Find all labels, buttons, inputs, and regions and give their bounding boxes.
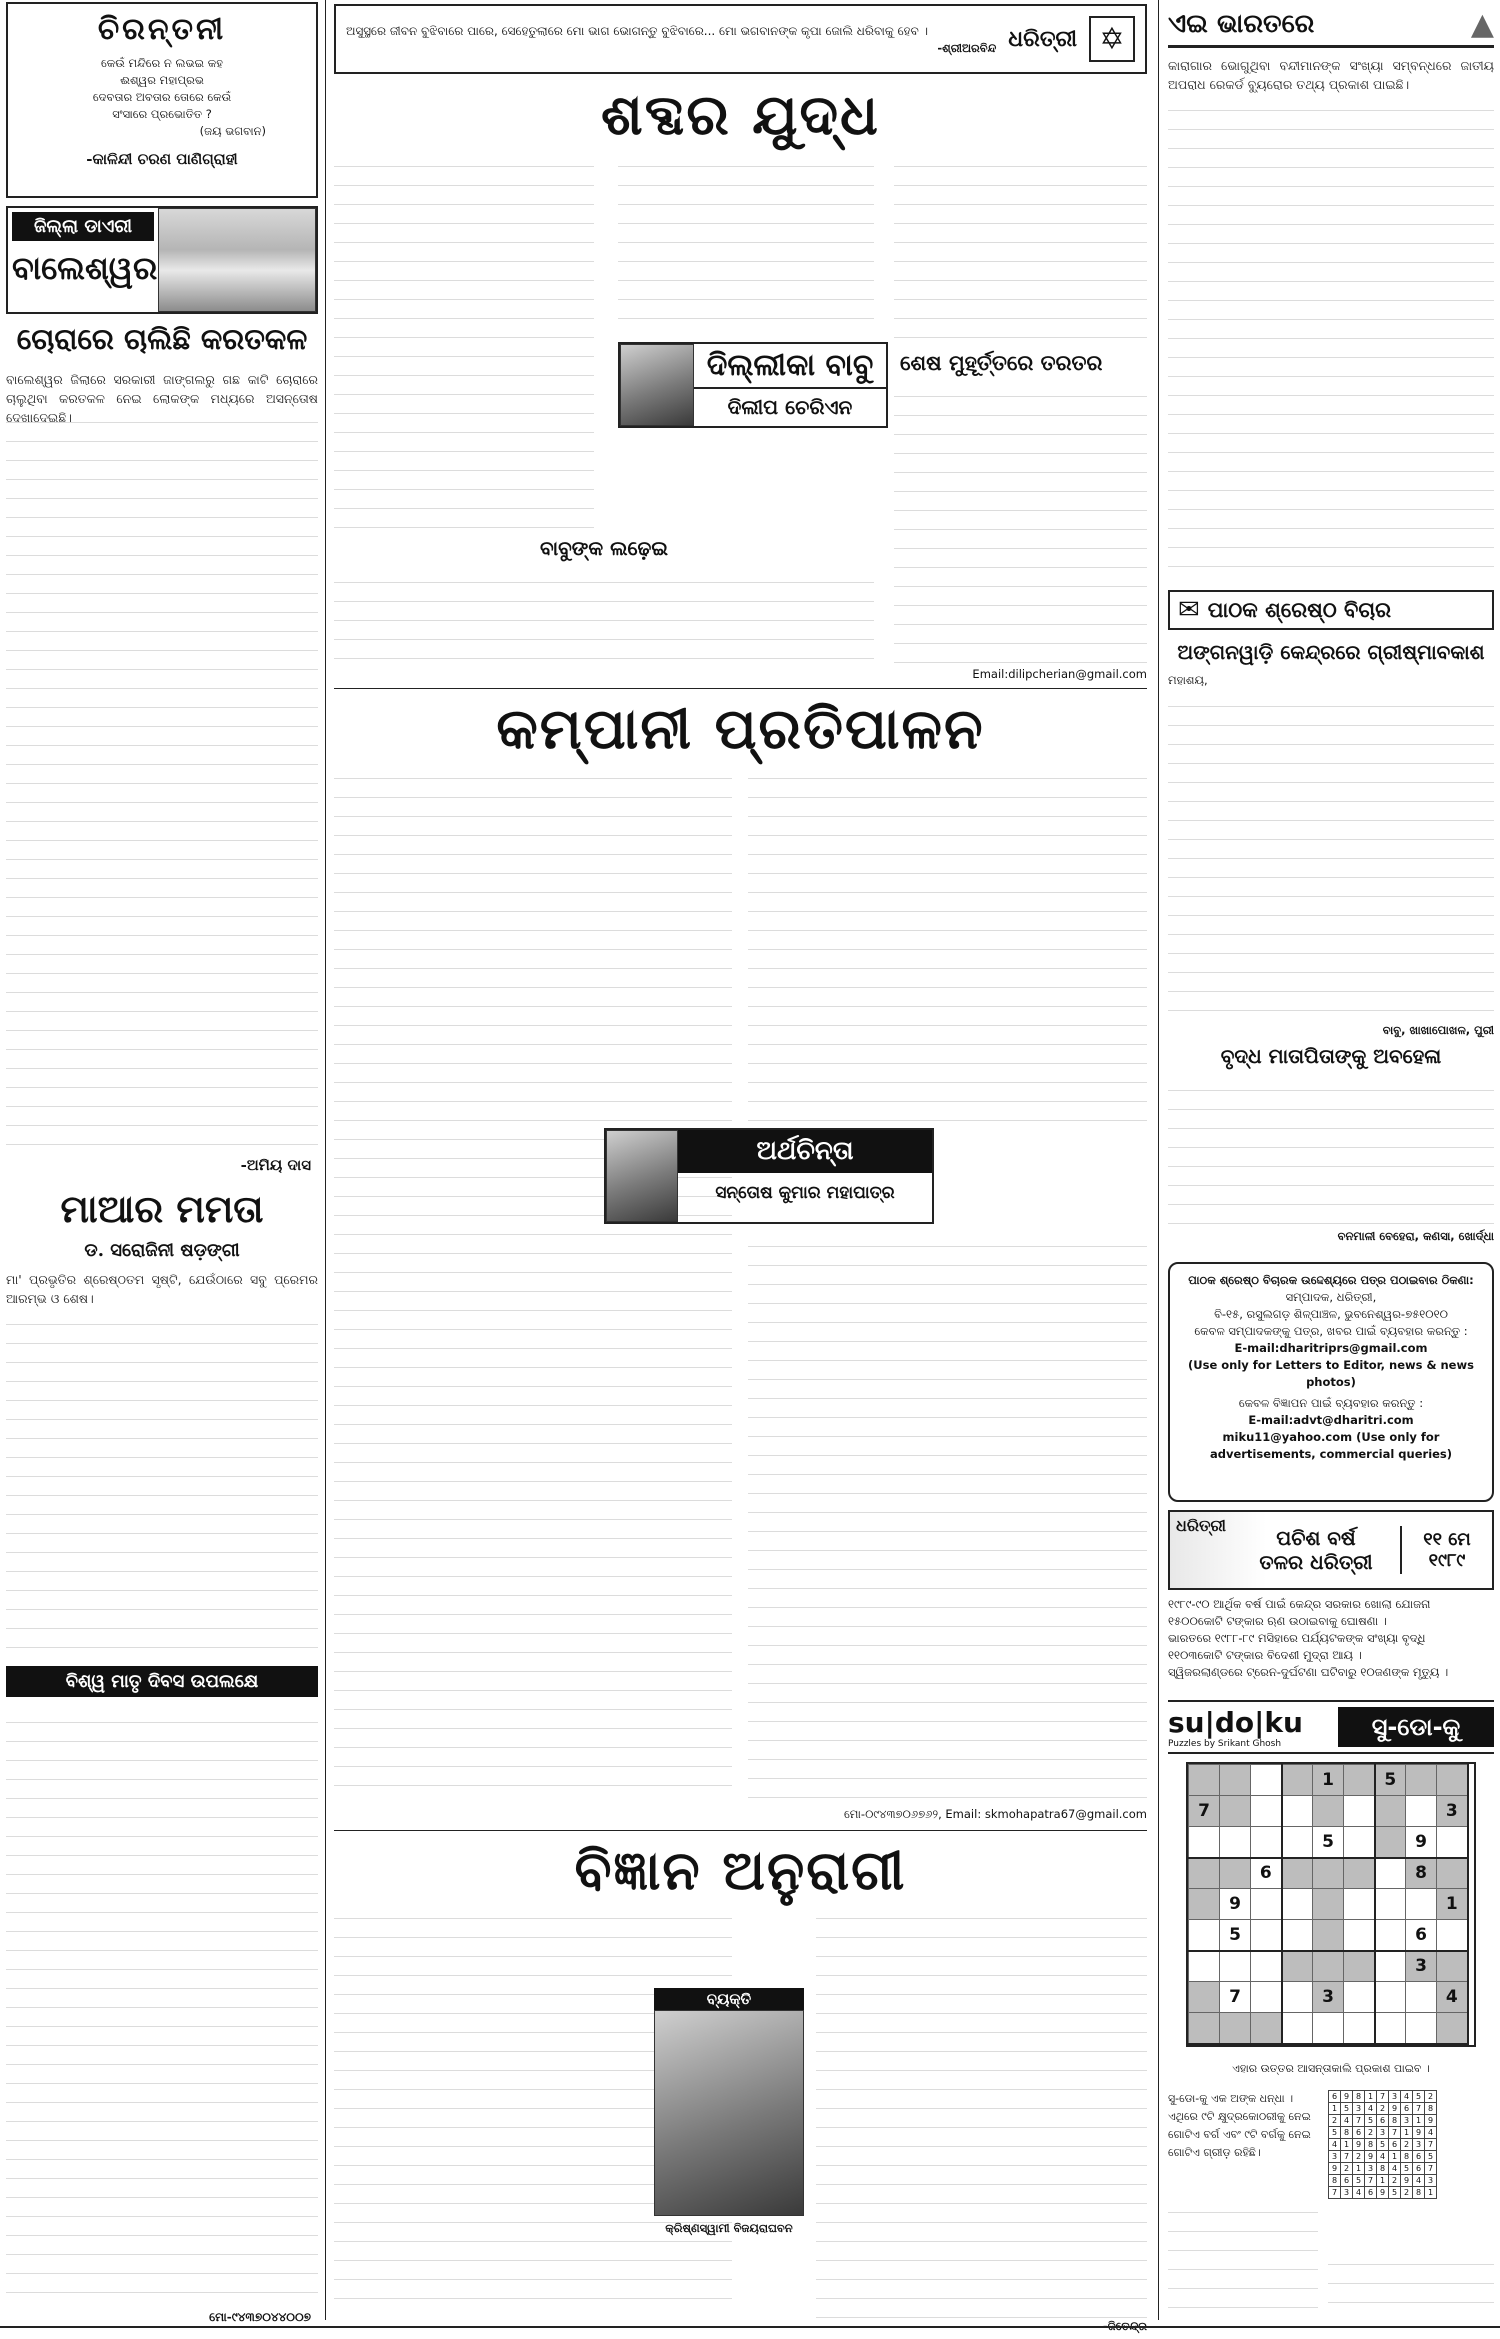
history-title: ପଚିଶ ବର୍ଷ (1276, 1526, 1356, 1550)
sudoku-cell[interactable] (1220, 1796, 1251, 1827)
solution-cell: 4 (1401, 2091, 1413, 2103)
sudoku-rules-body (1328, 2250, 1494, 2320)
history-list (1168, 1596, 1494, 1681)
sudoku-cell[interactable]: 5 (1220, 1920, 1251, 1951)
sudoku-cell[interactable] (1344, 1827, 1375, 1858)
contact-email[interactable]: E-mail:dharitriprs@gmail.com (1234, 1341, 1428, 1355)
sudoku-cell[interactable] (1375, 1858, 1406, 1889)
solution-cell: 5 (1341, 2103, 1353, 2115)
poem-line: କେଉଁ ମନ୍ଦିରେ ନ ଲଭଇ କହ (101, 56, 223, 70)
solution-cell: 9 (1425, 2115, 1437, 2127)
diary-district: ବାଲେଶ୍ୱର (12, 249, 158, 287)
solution-cell: 2 (1341, 2163, 1353, 2175)
sudoku-row (1189, 1796, 1468, 1827)
article-body (334, 568, 874, 668)
sudoku-cell[interactable]: 3 (1406, 1951, 1437, 1982)
solution-row (1329, 2151, 1437, 2163)
sudoku-cell[interactable] (1375, 1827, 1406, 1858)
article-body (748, 1232, 1147, 1802)
solution-cell: 7 (1425, 2139, 1437, 2151)
sudoku-cell[interactable]: 9 (1406, 1827, 1437, 1858)
sudoku-cell[interactable]: 5 (1313, 1827, 1344, 1858)
sudoku-cell[interactable] (1251, 1827, 1282, 1858)
letter-signature: ବାବୁ, ଖାଖାପୋଖଳ, ପୁରୀ (1382, 1023, 1494, 1037)
sudoku-cell[interactable] (1344, 1920, 1375, 1951)
sudoku-cell[interactable]: 1 (1437, 1889, 1468, 1920)
solution-cell: 7 (1413, 2103, 1425, 2115)
sudoku-cell[interactable] (1189, 1951, 1220, 1982)
solution-cell: 8 (1365, 2139, 1377, 2151)
solution-cell: 3 (1365, 2163, 1377, 2175)
solution-cell: 8 (1341, 2127, 1353, 2139)
sudoku-cell[interactable]: 1 (1313, 1765, 1344, 1796)
section-divider (334, 1830, 1147, 1831)
mothers-day-banner: ବିଶ୍ୱ ମାତୃ ଦିବସ ଉପଲକ୍ଷେ (6, 1666, 318, 1697)
solution-cell: 5 (1425, 2151, 1437, 2163)
solution-cell: 4 (1377, 2151, 1389, 2163)
solution-cell: 3 (1377, 2127, 1389, 2139)
article-body (816, 1904, 1147, 2324)
contact-box (1168, 1262, 1494, 1502)
solution-cell: 6 (1377, 2115, 1389, 2127)
profile-photo (654, 2010, 804, 2216)
solution-cell: 3 (1329, 2151, 1341, 2163)
chirantani-box (6, 2, 318, 198)
solution-cell: 3 (1389, 2091, 1401, 2103)
sudoku-cell[interactable] (1189, 1920, 1220, 1951)
solution-row (1329, 2187, 1437, 2199)
article-lead: କାରାଗାର ଭୋଗୁଥିବା ବନ୍ଦୀମାନଙ୍କ ସଂଖ୍ୟା ସମ୍ବନ୍ଧରେ ଜାତୀୟ ଅପରାଧ ରେକର୍ଡ ବ୍ୟୁରୋର ତଥ୍ୟ ପ୍ରକାଶ ପାଇଛି। (1168, 58, 1494, 92)
solution-cell: 1 (1401, 2127, 1413, 2139)
solution-cell: 8 (1329, 2175, 1341, 2187)
sudoku-cell[interactable] (1344, 1889, 1375, 1920)
chirantani-author: -କାଳିନ୍ଦୀ ଚରଣ ପାଣିଗ୍ରାହୀ (86, 150, 238, 168)
article-contact: ମୋ-୯୪୩୭୦୪୪୦୦୭ (209, 2310, 311, 2324)
author-email: Email:dilipcherian@gmail.com (972, 667, 1147, 681)
sudoku-cell[interactable] (1437, 1765, 1468, 1796)
history-brand: ଧରିତ୍ରୀ (1176, 1516, 1226, 1535)
solution-cell: 5 (1377, 2139, 1389, 2151)
sudoku-cell[interactable] (1313, 2013, 1344, 2044)
sudoku-answer-note: ଏହାର ଉତ୍ତର ଆସନ୍ତାକାଲି ପ୍ରକାଶ ପାଇବ । (1232, 2062, 1430, 2075)
solution-cell: 8 (1413, 2187, 1425, 2199)
district-diary (6, 206, 318, 314)
history-date: ୧୯୮୯ (1428, 1550, 1466, 1571)
contact-email[interactable]: miku11@yahoo.com (Use only for (1222, 1430, 1440, 1444)
solution-cell: 2 (1401, 2139, 1413, 2151)
section-title: ପାଠକ ଶ୍ରେଷ୍ଠ ବିଚାର (1207, 597, 1391, 622)
contact-note: advertisements, commercial queries) (1209, 1447, 1453, 1461)
contact-line: ବି-୧୫, ରସୁଲଗଡ଼ ଶିଳ୍ପାଞ୍ଚଳ, ଭୁବନେଶ୍ୱର-୭୫୧୦୧୦ (1214, 1307, 1448, 1321)
sudoku-cell[interactable] (1406, 1982, 1437, 2013)
headline: ବିଜ୍ଞାନ ଅନୁରାଗୀ (574, 1838, 907, 1902)
sudoku-grid[interactable] (1188, 1764, 1469, 2045)
sudoku-cell[interactable]: 3 (1437, 1796, 1468, 1827)
sudoku-cell[interactable]: 7 (1220, 1982, 1251, 2013)
sudoku-cell[interactable] (1251, 1796, 1282, 1827)
contact-label: କେବଳ ବିଜ୍ଞାପନ ପାଇଁ ବ୍ୟବହାର କରନ୍ତୁ : (1238, 1396, 1424, 1410)
history-item: ୧୧୦୩କୋଟି ଟଙ୍କାର ବିଦେଶୀ ମୁଦ୍ରା ଆୟ । (1168, 1648, 1362, 1662)
solution-cell: 2 (1365, 2127, 1377, 2139)
subheading: ଶେଷ ମୁହୂର୍ତ୍ତରେ ତରତର (900, 350, 1103, 375)
history-item: ଭାରତରେ ୧୯୮୮-୮୯ ମସିହାରେ ପର୍ଯ୍ୟଟକଙ୍କ ସଂଖ୍ୟା ବୃଦ୍ଧି (1168, 1631, 1426, 1645)
solution-row (1329, 2115, 1437, 2127)
history-item: ୧୫୦୦କୋଟି ଟଙ୍କାର ଋଣ ଉଠାଇବାକୁ ଘୋଷଣା । (1168, 1614, 1387, 1628)
solution-cell: 1 (1365, 2091, 1377, 2103)
sudoku-cell[interactable] (1220, 2013, 1251, 2044)
sudoku-cell[interactable] (1189, 1827, 1220, 1858)
sudoku-cell[interactable] (1220, 1858, 1251, 1889)
section-divider (334, 688, 1147, 689)
solution-cell: 3 (1401, 2115, 1413, 2127)
history-item: ସ୍ୱିଜରଲାଣ୍ଡରେ ଟ୍ରେନ-ଦୁର୍ଘଟଣା ଘଟିବାରୁ ୧୦ଜଣଙ୍କ ମୃତ୍ୟୁ । (1168, 1665, 1449, 1679)
sudoku-cell[interactable]: 8 (1406, 1858, 1437, 1889)
sudoku-header (1168, 1700, 1494, 1754)
sudoku-cell[interactable] (1282, 1951, 1313, 1982)
sudoku-row (1189, 1765, 1468, 1796)
letter-body (1168, 692, 1494, 1022)
solution-cell: 6 (1353, 2127, 1365, 2139)
diary-label: ଜିଲ୍ଲା ଡାଏରୀ (12, 212, 154, 241)
column-badge (604, 1128, 934, 1224)
sudoku-cell[interactable] (1189, 1889, 1220, 1920)
sudoku-cell[interactable] (1220, 1765, 1251, 1796)
sudoku-cell[interactable] (1437, 1827, 1468, 1858)
contact-heading: ପାଠକ ଶ୍ରେଷ୍ଠ ବିଚାରକ ଉଦ୍ଦେଶ୍ୟରେ ପତ୍ର ପଠାଇବାର ଠିକଣା: (1188, 1273, 1474, 1287)
sudoku-title: ସୁ-ଡୋ-କୁ (1338, 1707, 1494, 1747)
column-divider (1158, 0, 1159, 2320)
solution-cell: 1 (1413, 2115, 1425, 2127)
headline: ଶବ୍ଦର ଯୁଦ୍ଧ (601, 82, 880, 148)
solution-cell: 2 (1401, 2187, 1413, 2199)
quote-text: ଅସୁସ୍ଥରେ ଜୀବନ ବୁଝିବାରେ ପାରେ, ସେହେତୁଲାରେ ମୋ ଭାଗ ଭୋଗନ୍ତୁ ବୁଝିବାରେ... ମୋ ଭଗବାନଙ୍କ କୃପା ଜୋଲି ଧରିବାକୁ ହେବ । (346, 23, 928, 38)
page-bottom-rule (0, 2326, 1500, 2328)
solution-cell: 2 (1353, 2151, 1365, 2163)
sudoku-row (1189, 2013, 1468, 2044)
history-title: ତଳର ଧରିତ୍ରୀ (1259, 1550, 1373, 1574)
solution-cell: 9 (1365, 2151, 1377, 2163)
sudoku-grid-wrap (1186, 1762, 1476, 2047)
sudoku-cell[interactable] (1344, 2013, 1375, 2044)
solution-cell: 8 (1389, 2115, 1401, 2127)
history-item: ୧୯୮୯-୯୦ ଆର୍ଥିକ ବର୍ଷ ପାଇଁ କେନ୍ଦ୍ର ସରକାର ଖୋଲା ଯୋଜନା (1168, 1597, 1431, 1611)
sudoku-cell[interactable] (1344, 1796, 1375, 1827)
poem-line: ଦେବତାର ଅବତାର ତୋରେ କେଉଁ (92, 90, 232, 104)
solution-row (1329, 2103, 1437, 2115)
article-body (334, 152, 594, 532)
sudoku-cell[interactable]: 4 (1437, 1982, 1468, 2013)
chirantani-title: ଚିରନ୍ତନୀ (97, 12, 227, 47)
star-emblem-icon: ✡ (1089, 16, 1135, 62)
sudoku-cell[interactable] (1251, 1951, 1282, 1982)
solution-cell: 3 (1341, 2187, 1353, 2199)
solution-cell: 4 (1329, 2139, 1341, 2151)
solution-cell: 9 (1413, 2127, 1425, 2139)
sudoku-byline: Puzzles by Srikant Ghosh (1168, 1738, 1282, 1749)
section-title: ଏଇ ଭାରତରେ (1168, 9, 1315, 39)
solution-cell: 4 (1365, 2103, 1377, 2115)
sudoku-cell[interactable]: 9 (1220, 1889, 1251, 1920)
sudoku-cell[interactable] (1189, 1982, 1220, 2013)
sudoku-cell[interactable] (1375, 1982, 1406, 2013)
sudoku-cell[interactable] (1437, 1951, 1468, 1982)
poem-line: ଈଶ୍ୱର ମହାପ୍ରଭ (120, 73, 204, 87)
column-badge (618, 342, 888, 428)
solution-cell: 9 (1353, 2139, 1365, 2151)
sudoku-cell[interactable] (1220, 1951, 1251, 1982)
solution-cell: 6 (1401, 2103, 1413, 2115)
solution-cell: 3 (1353, 2103, 1365, 2115)
sudoku-cell[interactable] (1282, 1858, 1313, 1889)
article-body (6, 1708, 318, 2306)
sudoku-cell[interactable] (1375, 1889, 1406, 1920)
letter-signature: ବନମାଳୀ ବେହେରା, କଣସା, ଖୋର୍ଦ୍ଧା (1337, 1229, 1494, 1243)
sudoku-rules-body (1168, 2198, 1318, 2318)
solution-cell: 7 (1341, 2151, 1353, 2163)
solution-cell: 2 (1425, 2091, 1437, 2103)
article-body (894, 152, 1147, 342)
sudoku-cell[interactable] (1282, 1889, 1313, 1920)
solution-cell: 4 (1413, 2175, 1425, 2187)
solution-cell: 4 (1353, 2187, 1365, 2199)
article-title: ମାଆର ମମତା (60, 1186, 264, 1231)
photo-caption: କ୍ରିଷ୍ଣସ୍ୱାମୀ ବିଜୟରାଘବନ (665, 2221, 793, 2235)
article-body (894, 382, 1147, 664)
poem-line: (ଜୟ ଭଗବାନ) (199, 124, 266, 138)
sudoku-cell[interactable] (1375, 2013, 1406, 2044)
article-lead: ମା' ପ୍ରଭୃତିର ଶ୍ରେଷ୍ଠତମ ସୃଷ୍ଟି, ଯେଉଁଠାରେ ସବୁ ପ୍ରେମର ଆରମ୍ଭ ଓ ଶେଷ। (6, 1272, 318, 1306)
sudoku-row (1189, 1827, 1468, 1858)
article-author: -ଅମିୟ ଦାସ (240, 1156, 311, 1174)
sudoku-cell[interactable] (1282, 1827, 1313, 1858)
history-box (1168, 1510, 1494, 1590)
article-author: ଡ. ସରୋଜିନୀ ଷଡ଼ଙ୍ଗୀ (84, 1240, 240, 1261)
solution-cell: 2 (1389, 2175, 1401, 2187)
solution-cell: 6 (1329, 2091, 1341, 2103)
sudoku-row (1189, 1858, 1468, 1889)
solution-cell: 5 (1365, 2115, 1377, 2127)
sudoku-cell[interactable] (1313, 1951, 1344, 1982)
sudoku-cell[interactable] (1282, 1920, 1313, 1951)
solution-cell: 7 (1377, 2091, 1389, 2103)
solution-cell: 1 (1341, 2139, 1353, 2151)
letter-title: ଅଙ୍ଗନୱାଡ଼ି କେନ୍ଦ୍ରରେ ଗ୍ରୀଷ୍ମାବକାଶ (1177, 640, 1485, 664)
solution-cell: 8 (1425, 2103, 1437, 2115)
columnist-photo (620, 344, 694, 426)
sudoku-cell[interactable] (1344, 1858, 1375, 1889)
solution-row (1329, 2175, 1437, 2187)
contact-email[interactable]: E-mail:advt@dharitri.com (1248, 1413, 1414, 1427)
sudoku-cell[interactable] (1375, 1796, 1406, 1827)
sudoku-cell[interactable] (1437, 2013, 1468, 2044)
sudoku-row (1189, 1982, 1468, 2013)
sudoku-cell[interactable] (1189, 2013, 1220, 2044)
chirantani-poem (18, 55, 306, 140)
sudoku-cell[interactable] (1313, 1920, 1344, 1951)
sudoku-logo: su|do|ku (1168, 1705, 1303, 1739)
sudoku-cell[interactable] (1251, 1765, 1282, 1796)
sudoku-cell[interactable] (1406, 1765, 1437, 1796)
solution-row (1329, 2163, 1437, 2175)
contact-label: କେବଳ ସମ୍ପାଦକଙ୍କୁ ପତ୍ର, ଖବର ପାଇଁ ବ୍ୟବହାର କରନ୍ତୁ : (1194, 1324, 1468, 1338)
sudoku-cell[interactable] (1313, 1889, 1344, 1920)
sudoku-cell[interactable] (1282, 1796, 1313, 1827)
solution-cell: 8 (1377, 2163, 1389, 2175)
article-lead: ବାଲେଶ୍ୱର ଜିଲାରେ ସରକାରୀ ଜାଙ୍ଗଲରୁ ଗଛ କାଟି ଚୋରାରେ ଚାଲୁଥିବା କରତକଳ ନେଇ ଲୋକଙ୍କ ମଧ୍ୟରେ ଅସନ୍ତୋଷ ଦେଖାଦେଇଛି। (6, 372, 318, 425)
sudoku-cell[interactable] (1406, 1889, 1437, 1920)
sudoku-cell[interactable] (1375, 1951, 1406, 1982)
solution-cell: 9 (1341, 2091, 1353, 2103)
poem-line: ସଂସାରେ ପ୍ରଭୋତିତ ? (112, 107, 212, 121)
solution-cell: 5 (1413, 2091, 1425, 2103)
sudoku-row (1189, 1951, 1468, 1982)
sudoku-cell[interactable] (1189, 1858, 1220, 1889)
sudoku-cell[interactable]: 3 (1313, 1982, 1344, 2013)
masthead-quote (334, 4, 1147, 74)
sudoku-cell[interactable] (1220, 1827, 1251, 1858)
article-title: ଚୋରାରେ ଚାଲିଛି କରତକଳ (16, 322, 308, 356)
history-date: ୧୧ ମେ (1423, 1529, 1471, 1550)
solution-cell: 1 (1329, 2103, 1341, 2115)
columnist-name: ସନ୍ତୋଷ କୁମାର ମହାପାତ୍ର (715, 1183, 895, 1203)
sudoku-cell[interactable] (1406, 1796, 1437, 1827)
solution-cell: 4 (1389, 2163, 1401, 2175)
solution-cell: 1 (1353, 2163, 1365, 2175)
columnist-name: ଦିଲୀପ ଚେରିଏନ (727, 395, 853, 419)
envelope-icon: ✉ (1178, 595, 1200, 625)
india-map-icon: ▲ (1470, 7, 1494, 42)
solution-cell: 9 (1377, 2187, 1389, 2199)
sudoku-cell[interactable] (1282, 2013, 1313, 2044)
solution-cell: 4 (1341, 2115, 1353, 2127)
solution-cell: 9 (1401, 2175, 1413, 2187)
sudoku-cell[interactable] (1189, 1765, 1220, 1796)
sudoku-cell[interactable]: 5 (1375, 1765, 1406, 1796)
columnist-photo (606, 1130, 678, 1222)
solution-cell: 8 (1401, 2151, 1413, 2163)
beach-photo (158, 208, 316, 312)
sudoku-cell[interactable] (1437, 1920, 1468, 1951)
solution-cell: 5 (1353, 2175, 1365, 2187)
article-body (748, 764, 1147, 1124)
sudoku-cell[interactable] (1282, 1765, 1313, 1796)
letter-body (1168, 1076, 1494, 1226)
solution-cell: 7 (1389, 2127, 1401, 2139)
column-title: ଦିଲ୍ଲୀକା ବାବୁ (694, 344, 886, 389)
solution-cell: 1 (1389, 2151, 1401, 2163)
article-body (1168, 96, 1494, 576)
sudoku-cell[interactable]: 7 (1189, 1796, 1220, 1827)
sudoku-cell[interactable]: 6 (1406, 1920, 1437, 1951)
solution-cell: 4 (1425, 2127, 1437, 2139)
author-contact: ମୋ-୦୯୪୩୭୦୬୭୬୨, Email: skmohapatra67@gmail.com (843, 1807, 1147, 1821)
sudoku-cell[interactable] (1251, 1982, 1282, 2013)
sudoku-cell[interactable] (1251, 1920, 1282, 1951)
solution-row (1329, 2091, 1437, 2103)
sudoku-cell[interactable] (1282, 1982, 1313, 2013)
sudoku-row (1189, 1889, 1468, 1920)
solution-cell: 7 (1425, 2163, 1437, 2175)
solution-cell: 6 (1413, 2163, 1425, 2175)
solution-cell: 7 (1365, 2175, 1377, 2187)
solution-cell: 2 (1377, 2103, 1389, 2115)
sudoku-cell[interactable] (1375, 1920, 1406, 1951)
solution-cell: 6 (1341, 2175, 1353, 2187)
profile-tag: ବ୍ୟକ୍ତି (654, 1988, 804, 2010)
subheading: ବାବୁଙ୍କ ଲଢ଼େଇ (539, 536, 669, 560)
sudoku-cell[interactable] (1344, 1765, 1375, 1796)
column-divider (325, 0, 326, 2320)
sudoku-solution-grid (1328, 2090, 1437, 2199)
article-body (618, 152, 874, 332)
sudoku-cell[interactable]: 6 (1251, 1858, 1282, 1889)
solution-cell: 7 (1353, 2115, 1365, 2127)
solution-cell: 5 (1401, 2163, 1413, 2175)
solution-cell: 6 (1365, 2187, 1377, 2199)
solution-cell: 5 (1389, 2187, 1401, 2199)
sudoku-row (1189, 1920, 1468, 1951)
quote-author: -ଶ୍ରୀଅରବିନ୍ଦ (937, 40, 997, 55)
solution-row (1329, 2139, 1437, 2151)
sudoku-cell[interactable] (1313, 1796, 1344, 1827)
sudoku-cell[interactable] (1406, 2013, 1437, 2044)
solution-cell: 3 (1425, 2175, 1437, 2187)
sudoku-cell[interactable] (1251, 2013, 1282, 2044)
solution-row (1329, 2127, 1437, 2139)
article-body (6, 408, 318, 1154)
article-body (334, 764, 732, 1798)
dharitri-logo: ଧରିତ୍ରୀ (1008, 26, 1077, 52)
contact-line: ସମ୍ପାଦକ, ଧରିତ୍ରୀ, (1285, 1290, 1377, 1304)
solution-cell: 1 (1377, 2175, 1389, 2187)
letter-title: ବୃଦ୍ଧ ମାତାପିତାଙ୍କୁ ଅବହେଳା (1220, 1044, 1442, 1068)
sudoku-cell[interactable] (1313, 1858, 1344, 1889)
column-title: ଅର୍ଥଚିନ୍ତା (678, 1130, 932, 1173)
solution-cell: 3 (1413, 2139, 1425, 2151)
sudoku-cell[interactable] (1437, 1858, 1468, 1889)
solution-cell: 6 (1389, 2139, 1401, 2151)
sudoku-cell[interactable] (1251, 1889, 1282, 1920)
solution-cell: 5 (1329, 2127, 1341, 2139)
sudoku-cell[interactable] (1344, 1982, 1375, 2013)
letter-salutation: ମହାଶୟ, (1168, 673, 1208, 687)
letters-header (1168, 590, 1494, 630)
sudoku-rules: ସୁ-ଡୋ-କୁ ଏକ ଅଙ୍କ ଧନ୍ଧା । ଏଥିରେ ୯ଟି କ୍ଷୁଦ୍ରକୋଠରୀକୁ ନେଇ ଗୋଟିଏ ବର୍ଗ ଏବଂ ୯ଟି ବର୍ଗକୁ ନେଇ ଗୋଟିଏ ଗ୍ରୀଡ଼ ରହିଛି। (1168, 2092, 1311, 2159)
solution-cell: 6 (1413, 2151, 1425, 2163)
solution-cell: 7 (1329, 2187, 1341, 2199)
solution-cell: 2 (1329, 2115, 1341, 2127)
headline: କମ୍ପାନୀ ପ୍ରତିପାଳନ (496, 696, 985, 762)
solution-cell: 8 (1353, 2091, 1365, 2103)
solution-cell: 9 (1389, 2103, 1401, 2115)
article-body (6, 1310, 318, 1660)
solution-cell: 1 (1425, 2187, 1437, 2199)
bharat-header (1168, 4, 1494, 48)
sudoku-cell[interactable] (1344, 1951, 1375, 1982)
contact-note: (Use only for Letters to Editor, news & news photos) (1188, 1358, 1474, 1389)
solution-cell: 9 (1329, 2163, 1341, 2175)
